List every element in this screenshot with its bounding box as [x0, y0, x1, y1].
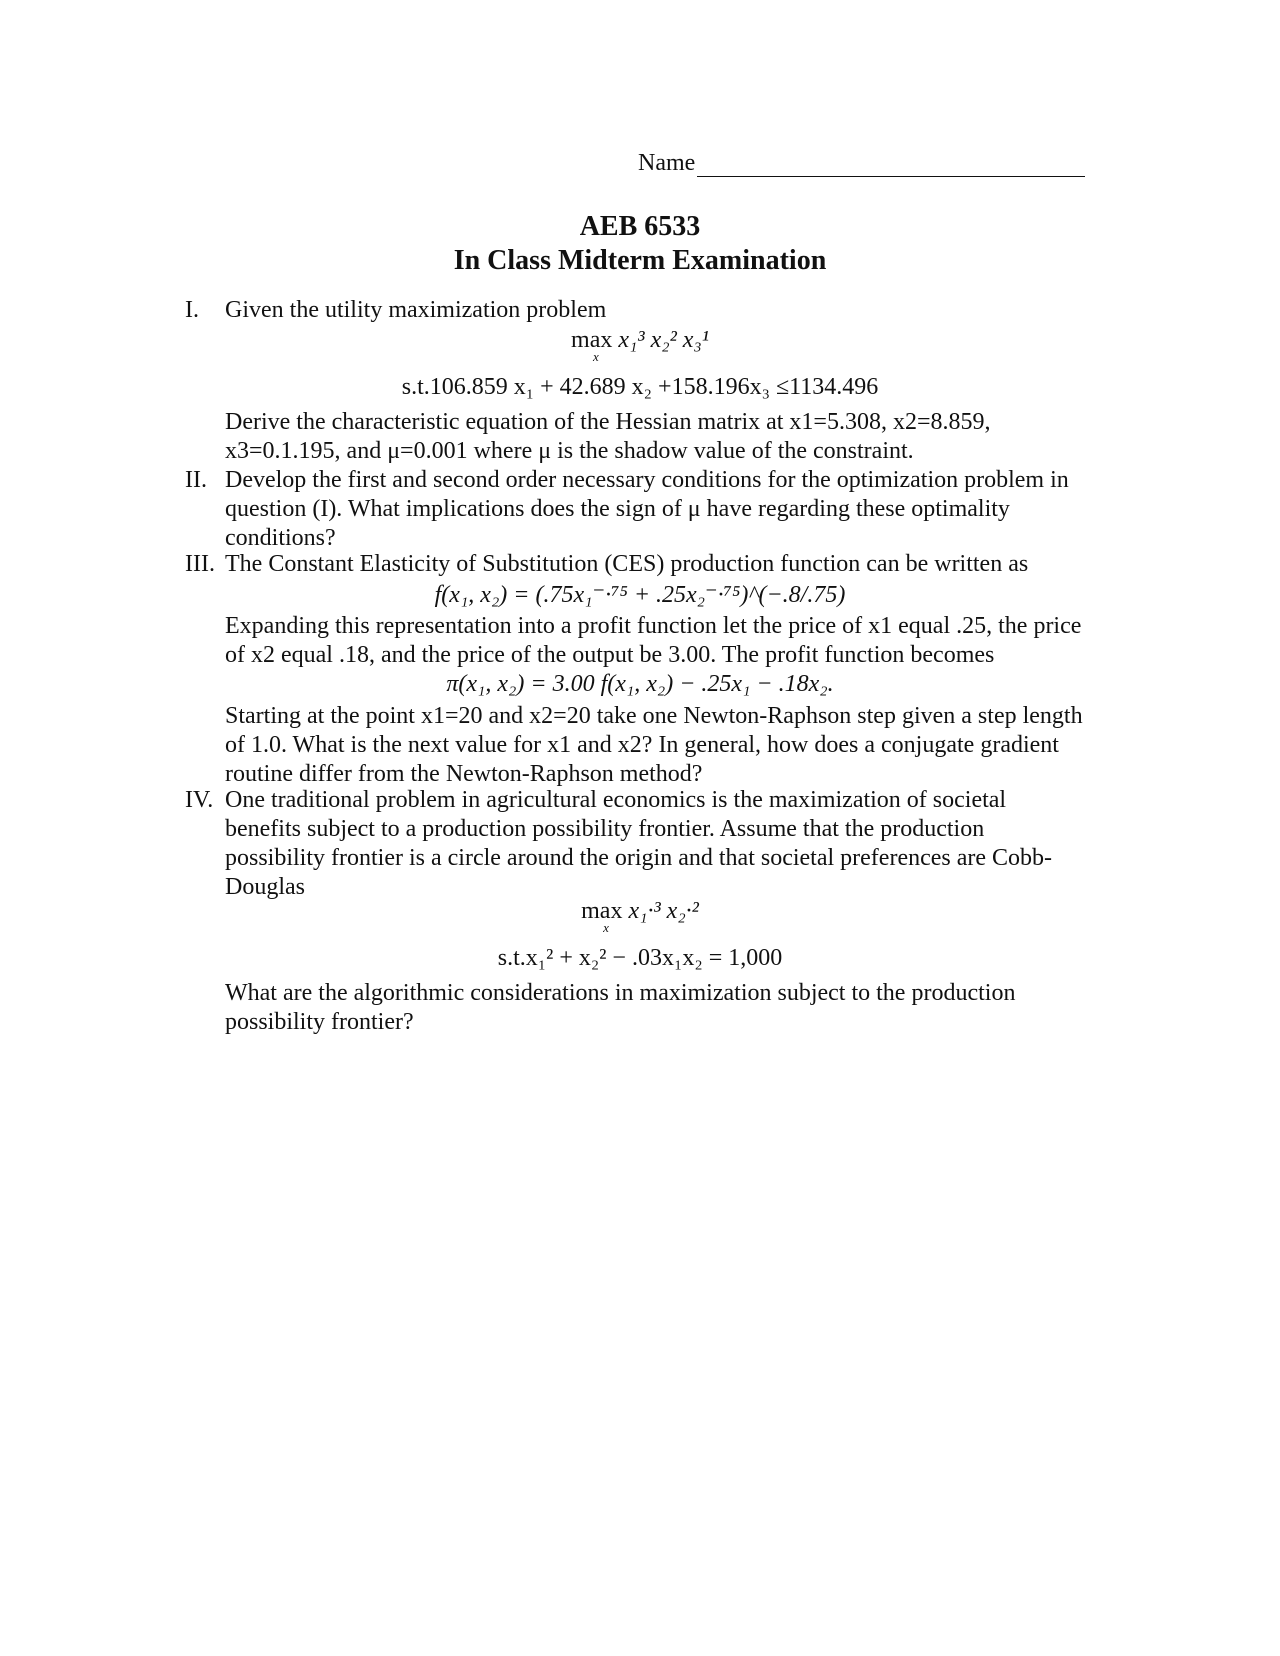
- question-text: Starting at the point x1=20 and x2=20 take one Newton-Raphson step given a step length of 1.0. What is the next value for x1 and x2? In general, how does a conjugate gradient routine differ from the Newton-Raphson method?: [225, 703, 1083, 787]
- question-3-followup: [185, 702, 1085, 789]
- exam-name: In Class Midterm Examination: [453, 245, 827, 276]
- name-label: Name: [638, 150, 696, 176]
- name-blank-line: [697, 154, 1085, 177]
- question-3-profit-text: [185, 612, 1085, 670]
- question-text: Given the utility maximization problem: [225, 297, 607, 323]
- question-3: [185, 550, 1085, 579]
- q4-objective-terms: x₁·³ x₂·²: [628, 898, 699, 924]
- exam-title: [0, 210, 1280, 278]
- question-number: I.: [185, 297, 199, 323]
- question-1: [185, 296, 1085, 325]
- question-number: III.: [185, 551, 215, 577]
- name-field: [638, 150, 1085, 177]
- question-4-followup: [185, 979, 1085, 1037]
- question-text: One traditional problem in agricultural economics is the maximization of societal benefits subject to a production possibility frontier. Assume that the production possibility frontier is a circle around the origin and that societal preferences are Cobb-Douglas: [225, 787, 1053, 900]
- question-text: Develop the first and second order necessary conditions for the optimization problem in question (I). What implications does the sign of μ have regarding these optimality conditions?: [225, 467, 1069, 551]
- question-text: The Constant Elasticity of Substitution (CES) production function can be written as: [225, 551, 1029, 577]
- q1-constraint: s.t.106.859 x₁ + 42.689 x₂ +158.196x₃ ≤1134.496: [401, 374, 879, 400]
- question-text: Derive the characteristic equation of the Hessian matrix at x1=5.308, x2=8.859, x3=0.1.195, and μ=0.001 where μ is the shadow value of the constraint.: [225, 409, 991, 464]
- course-code: AEB 6533: [579, 211, 701, 242]
- q3-ces-function: f(x₁, x₂) = (.75x₁⁻·⁷⁵ + .25x₂⁻·⁷⁵)^(−.8/.75): [434, 582, 846, 608]
- question-4: [185, 786, 1085, 902]
- q1-objective: max x x₁³ x₂² x₃¹: [571, 327, 709, 364]
- question-2: [185, 466, 1085, 553]
- q1-objective-terms: x₁³ x₂² x₃¹: [618, 327, 709, 353]
- q4-constraint: s.t.x₁² + x₂² − .03x₁x₂ = 1,000: [497, 945, 783, 971]
- question-text: What are the algorithmic considerations in maximization subject to the production possibility frontier?: [225, 980, 1016, 1035]
- q3-profit-function: π(x₁, x₂) = 3.00 f(x₁, x₂) − .25x₁ − .18x₂.: [446, 671, 834, 697]
- question-text: Expanding this representation into a profit function let the price of x1 equal .25, the price of x2 equal .18, and the price of the output be 3.00. The profit function becomes: [225, 613, 1082, 668]
- question-number: II.: [185, 467, 207, 493]
- question-number: IV.: [185, 787, 214, 813]
- q4-objective: max x x₁·³ x₂·²: [581, 898, 699, 935]
- question-1-followup: [185, 408, 1085, 466]
